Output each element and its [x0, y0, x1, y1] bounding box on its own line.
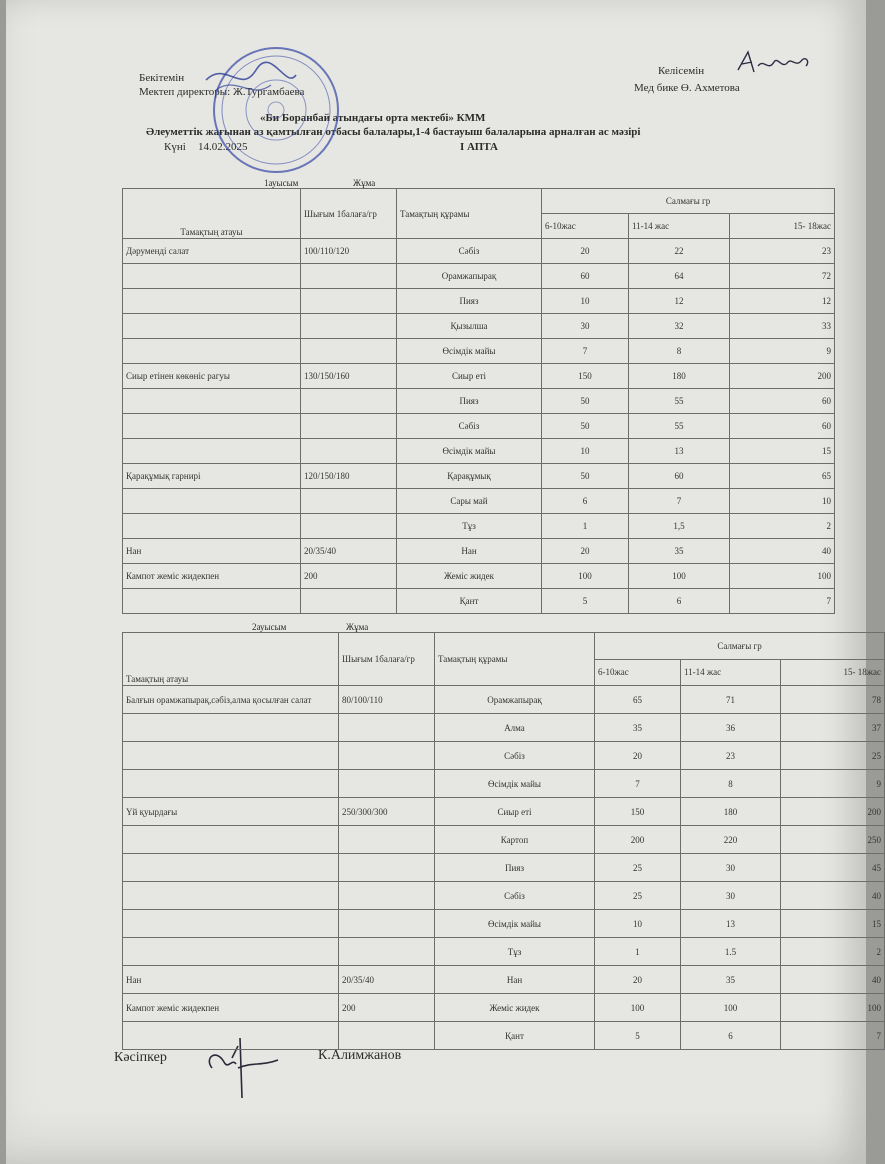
- weight-age2-cell: 30: [681, 882, 781, 910]
- ingredient-cell: Алма: [435, 714, 595, 742]
- dish-cell: [123, 854, 339, 882]
- yield-cell: [339, 910, 435, 938]
- table-row: [123, 264, 835, 289]
- dish-cell: Қарақұмық гарнирі: [123, 464, 301, 489]
- weight-age2-cell: 22: [629, 239, 730, 264]
- weight-age3-cell: 100: [730, 564, 835, 589]
- yield-cell: [301, 414, 397, 439]
- weight-age2-cell: 23: [681, 742, 781, 770]
- weight-age1-cell: 20: [542, 539, 629, 564]
- weight-age2-cell: 55: [629, 414, 730, 439]
- weight-age2-cell: 60: [629, 464, 730, 489]
- ingredient-cell: Тұз: [435, 938, 595, 966]
- col-header-age1: 6-10жас: [542, 214, 629, 239]
- shift2-label: 2ауысым: [252, 622, 287, 632]
- dish-cell: [123, 289, 301, 314]
- dish-cell: [123, 489, 301, 514]
- agree-label: Келісемін: [658, 65, 705, 77]
- weight-age2-cell: 64: [629, 264, 730, 289]
- weight-age3-cell: 33: [730, 314, 835, 339]
- table-row: [123, 742, 885, 770]
- weight-age1-cell: 5: [595, 1022, 681, 1050]
- yield-cell: 120/150/180: [301, 464, 397, 489]
- yield-cell: [339, 882, 435, 910]
- weight-age1-cell: 30: [542, 314, 629, 339]
- document-page: [6, 0, 882, 1164]
- weight-age1-cell: 100: [542, 564, 629, 589]
- dish-cell: [123, 414, 301, 439]
- weight-age1-cell: 50: [542, 464, 629, 489]
- weight-age2-cell: 30: [681, 854, 781, 882]
- weight-age1-cell: 100: [595, 994, 681, 1022]
- ingredient-cell: Сиыр еті: [435, 798, 595, 826]
- col-header-age3: 15- 18жас: [781, 659, 885, 686]
- table-row: [123, 770, 885, 798]
- dish-cell: [123, 910, 339, 938]
- yield-cell: [339, 854, 435, 882]
- weight-age1-cell: 1: [595, 938, 681, 966]
- yield-cell: 20/35/40: [301, 539, 397, 564]
- dish-cell: Балғын орамжапырақ,сәбіз,алма қосылған салат: [123, 686, 339, 714]
- ingredient-cell: Жеміс жидек: [397, 564, 542, 589]
- weight-age3-cell: 37: [781, 714, 885, 742]
- table-header-row: [123, 633, 885, 660]
- yield-cell: 130/150/160: [301, 364, 397, 389]
- table-row: [123, 1022, 885, 1050]
- ingredient-cell: Өсімдік майы: [397, 339, 542, 364]
- weight-age1-cell: 25: [595, 882, 681, 910]
- ingredient-cell: Пияз: [397, 389, 542, 414]
- dish-cell: [123, 589, 301, 614]
- table-row: [123, 464, 835, 489]
- col-header-age1: 6-10жас: [595, 659, 681, 686]
- table-row: [123, 826, 885, 854]
- dish-cell: [123, 439, 301, 464]
- ingredient-cell: Қызылша: [397, 314, 542, 339]
- yield-cell: [339, 938, 435, 966]
- weight-age3-cell: 200: [781, 798, 885, 826]
- weight-age3-cell: 25: [781, 742, 885, 770]
- nurse-line: Мед бике Ө. Ахметова: [634, 82, 740, 94]
- table-row: [123, 938, 885, 966]
- dish-cell: Дәруменді салат: [123, 239, 301, 264]
- yield-cell: [339, 714, 435, 742]
- yield-cell: [339, 826, 435, 854]
- shift2-day: Жұма: [346, 622, 369, 632]
- weight-age2-cell: 71: [681, 686, 781, 714]
- dish-cell: [123, 389, 301, 414]
- dish-cell: [123, 938, 339, 966]
- week-label: I АПТА: [460, 141, 498, 153]
- school-title: «Би Боранбай атындағы орта мектебі» КММ: [260, 112, 486, 124]
- weight-age2-cell: 1.5: [681, 938, 781, 966]
- ingredient-cell: Сары май: [397, 489, 542, 514]
- ingredient-cell: Сәбіз: [435, 882, 595, 910]
- ingredient-cell: Орамжапырақ: [435, 686, 595, 714]
- ingredient-cell: Қант: [397, 589, 542, 614]
- weight-age2-cell: 7: [629, 489, 730, 514]
- col-header-age2: 11-14 жас: [681, 659, 781, 686]
- ingredient-cell: Нан: [435, 966, 595, 994]
- yield-cell: [301, 289, 397, 314]
- weight-age1-cell: 10: [542, 289, 629, 314]
- weight-age2-cell: 35: [629, 539, 730, 564]
- day-value: 14.02.2025: [198, 141, 248, 153]
- dish-cell: Сиыр етінен көкөніс рагуы: [123, 364, 301, 389]
- weight-age1-cell: 10: [595, 910, 681, 938]
- weight-age2-cell: 13: [681, 910, 781, 938]
- weight-age2-cell: 12: [629, 289, 730, 314]
- weight-age3-cell: 23: [730, 239, 835, 264]
- table-row: [123, 714, 885, 742]
- yield-cell: [301, 314, 397, 339]
- table-row: [123, 514, 835, 539]
- weight-age3-cell: 7: [730, 589, 835, 614]
- weight-age3-cell: 250: [781, 826, 885, 854]
- dish-cell: Кампот жеміс жидекпен: [123, 564, 301, 589]
- menu-subtitle: Әлеуметтік жағынан аз қамтылған отбасы балалары,1-4 бастауыш балаларына арналған ас мәзірі: [146, 126, 641, 138]
- weight-age2-cell: 1,5: [629, 514, 730, 539]
- weight-age1-cell: 20: [595, 742, 681, 770]
- weight-age1-cell: 7: [542, 339, 629, 364]
- ingredient-cell: Өсімдік майы: [435, 910, 595, 938]
- table-row: [123, 589, 835, 614]
- table-header-row: [123, 189, 835, 214]
- weight-age2-cell: 8: [629, 339, 730, 364]
- approve-label: Бекітемін: [139, 72, 185, 84]
- col-header-dish: Тамақтың атауы: [123, 633, 339, 686]
- weight-age1-cell: 10: [542, 439, 629, 464]
- weight-age3-cell: 45: [781, 854, 885, 882]
- school-stamp: [196, 40, 346, 180]
- shift1-day: Жұма: [353, 178, 376, 188]
- weight-age2-cell: 100: [681, 994, 781, 1022]
- table-row: [123, 314, 835, 339]
- weight-age3-cell: 200: [730, 364, 835, 389]
- weight-age3-cell: 2: [730, 514, 835, 539]
- yield-cell: [301, 264, 397, 289]
- weight-age3-cell: 15: [781, 910, 885, 938]
- weight-age1-cell: 6: [542, 489, 629, 514]
- yield-cell: [301, 489, 397, 514]
- weight-age2-cell: 6: [681, 1022, 781, 1050]
- table-row: [123, 854, 885, 882]
- weight-age1-cell: 150: [542, 364, 629, 389]
- yield-cell: [301, 439, 397, 464]
- col-header-composition: Тамақтың құрамы: [397, 189, 542, 239]
- yield-cell: 100/110/120: [301, 239, 397, 264]
- weight-age3-cell: 9: [730, 339, 835, 364]
- dish-cell: Үй қуырдағы: [123, 798, 339, 826]
- table-row: [123, 364, 835, 389]
- table-row: [123, 339, 835, 364]
- weight-age2-cell: 180: [681, 798, 781, 826]
- weight-age1-cell: 60: [542, 264, 629, 289]
- weight-age3-cell: 12: [730, 289, 835, 314]
- shift1-label: 1ауысым: [264, 178, 299, 188]
- weight-age3-cell: 15: [730, 439, 835, 464]
- table-row: [123, 489, 835, 514]
- day-label: Күні: [164, 141, 186, 153]
- dish-cell: [123, 770, 339, 798]
- yield-cell: [339, 742, 435, 770]
- weight-age3-cell: 78: [781, 686, 885, 714]
- weight-age3-cell: 9: [781, 770, 885, 798]
- weight-age2-cell: 35: [681, 966, 781, 994]
- weight-age3-cell: 40: [730, 539, 835, 564]
- nurse-signature: [734, 48, 814, 78]
- dish-cell: Кампот жеміс жидекпен: [123, 994, 339, 1022]
- col-header-age2: 11-14 жас: [629, 214, 730, 239]
- col-header-yield: Шығым 1балаға/гр: [301, 189, 397, 239]
- ingredient-cell: Сәбіз: [397, 239, 542, 264]
- table-row: [123, 686, 885, 714]
- table-row: [123, 239, 835, 264]
- ingredient-cell: Өсімдік майы: [397, 439, 542, 464]
- shift2-menu-table: [122, 632, 885, 1050]
- table-row: [123, 389, 835, 414]
- ingredient-cell: Картоп: [435, 826, 595, 854]
- dish-cell: [123, 742, 339, 770]
- yield-cell: 250/300/300: [339, 798, 435, 826]
- ingredient-cell: Жеміс жидек: [435, 994, 595, 1022]
- ingredient-cell: Пияз: [435, 854, 595, 882]
- dish-cell: [123, 882, 339, 910]
- yield-cell: [301, 589, 397, 614]
- yield-cell: [301, 339, 397, 364]
- weight-age3-cell: 100: [781, 994, 885, 1022]
- weight-age3-cell: 7: [781, 1022, 885, 1050]
- weight-age3-cell: 60: [730, 389, 835, 414]
- weight-age1-cell: 7: [595, 770, 681, 798]
- yield-cell: 20/35/40: [339, 966, 435, 994]
- weight-age1-cell: 5: [542, 589, 629, 614]
- weight-age3-cell: 40: [781, 882, 885, 910]
- ingredient-cell: Сәбіз: [397, 414, 542, 439]
- dish-cell: Нан: [123, 539, 301, 564]
- col-header-weight: Салмағы гр: [542, 189, 835, 214]
- ingredient-cell: Тұз: [397, 514, 542, 539]
- weight-age1-cell: 65: [595, 686, 681, 714]
- weight-age3-cell: 40: [781, 966, 885, 994]
- ingredient-cell: Қант: [435, 1022, 595, 1050]
- weight-age1-cell: 200: [595, 826, 681, 854]
- director-line: Мектеп директоры: Ж.Тургамбаева: [139, 86, 305, 98]
- weight-age1-cell: 25: [595, 854, 681, 882]
- weight-age2-cell: 8: [681, 770, 781, 798]
- table-row: [123, 798, 885, 826]
- footer-role: Кәсіпкер: [114, 1050, 167, 1065]
- table-row: [123, 289, 835, 314]
- yield-cell: [339, 770, 435, 798]
- yield-cell: 200: [301, 564, 397, 589]
- weight-age1-cell: 50: [542, 389, 629, 414]
- col-header-dish: Тамақтың атауы: [123, 189, 301, 239]
- table-row: [123, 539, 835, 564]
- ingredient-cell: Орамжапырақ: [397, 264, 542, 289]
- col-header-weight: Салмағы гр: [595, 633, 885, 660]
- ingredient-cell: Сәбіз: [435, 742, 595, 770]
- ingredient-cell: Сиыр еті: [397, 364, 542, 389]
- table-row: [123, 564, 835, 589]
- ingredient-cell: Пияз: [397, 289, 542, 314]
- dish-cell: [123, 1022, 339, 1050]
- col-header-age3: 15- 18жас: [730, 214, 835, 239]
- weight-age3-cell: 10: [730, 489, 835, 514]
- dish-cell: [123, 514, 301, 539]
- weight-age1-cell: 150: [595, 798, 681, 826]
- ingredient-cell: Қарақұмық: [397, 464, 542, 489]
- weight-age1-cell: 20: [542, 239, 629, 264]
- weight-age2-cell: 32: [629, 314, 730, 339]
- weight-age1-cell: 1: [542, 514, 629, 539]
- weight-age3-cell: 60: [730, 414, 835, 439]
- weight-age2-cell: 36: [681, 714, 781, 742]
- table-row: [123, 994, 885, 1022]
- col-header-composition: Тамақтың құрамы: [435, 633, 595, 686]
- table-row: [123, 439, 835, 464]
- ingredient-cell: Нан: [397, 539, 542, 564]
- weight-age2-cell: 13: [629, 439, 730, 464]
- col-header-yield: Шығым 1балаға/гр: [339, 633, 435, 686]
- weight-age2-cell: 180: [629, 364, 730, 389]
- weight-age3-cell: 2: [781, 938, 885, 966]
- yield-cell: [301, 514, 397, 539]
- table-row: [123, 910, 885, 938]
- table-row: [123, 966, 885, 994]
- weight-age2-cell: 220: [681, 826, 781, 854]
- weight-age3-cell: 65: [730, 464, 835, 489]
- weight-age2-cell: 100: [629, 564, 730, 589]
- footer-name: К.Алимжанов: [318, 1048, 402, 1063]
- dish-cell: [123, 826, 339, 854]
- table-row: [123, 414, 835, 439]
- weight-age3-cell: 72: [730, 264, 835, 289]
- weight-age1-cell: 35: [595, 714, 681, 742]
- dish-cell: Нан: [123, 966, 339, 994]
- yield-cell: [339, 1022, 435, 1050]
- dish-cell: [123, 264, 301, 289]
- dish-cell: [123, 714, 339, 742]
- weight-age2-cell: 55: [629, 389, 730, 414]
- dish-cell: [123, 314, 301, 339]
- yield-cell: 200: [339, 994, 435, 1022]
- yield-cell: 80/100/110: [339, 686, 435, 714]
- dish-cell: [123, 339, 301, 364]
- weight-age1-cell: 50: [542, 414, 629, 439]
- shift1-menu-table: [122, 188, 835, 614]
- weight-age1-cell: 20: [595, 966, 681, 994]
- table-row: [123, 882, 885, 910]
- weight-age2-cell: 6: [629, 589, 730, 614]
- yield-cell: [301, 389, 397, 414]
- ingredient-cell: Өсімдік майы: [435, 770, 595, 798]
